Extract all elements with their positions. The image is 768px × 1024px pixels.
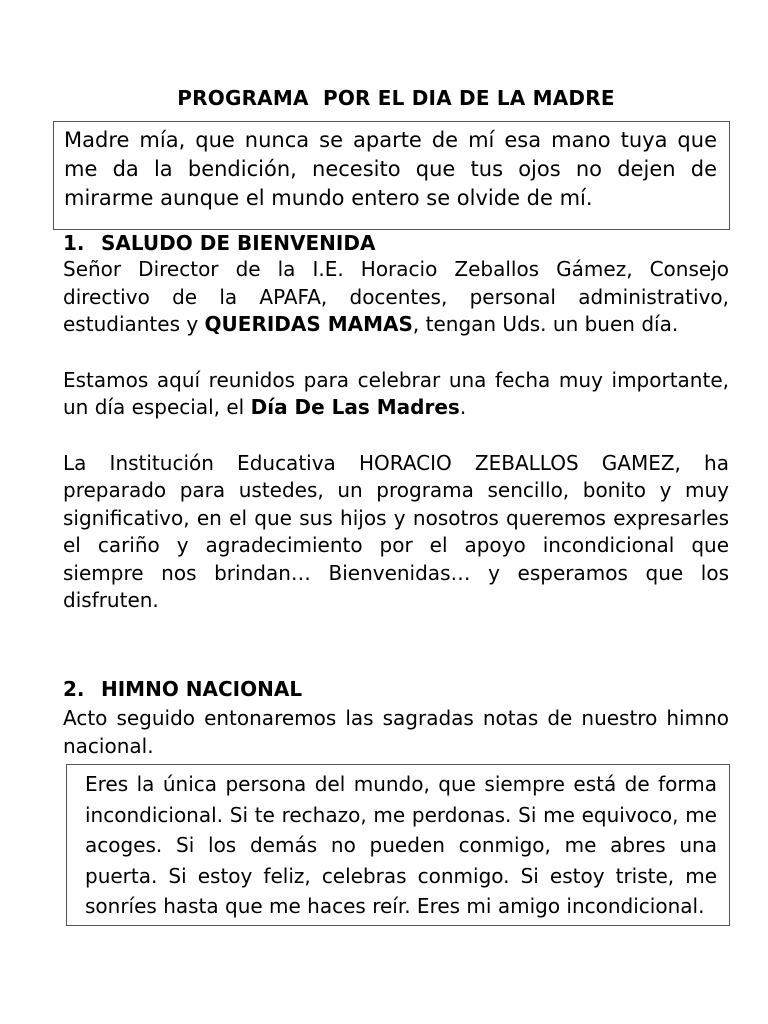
poem-text: Eres la única persona del mundo, que siempre está de forma incondicional. Si te rechazo, me perdonas. Si me equivoco, me acoges. Si los demás no pueden conmigo, me abres una puerta. Si estoy feliz, celebras conmigo. Si estoy triste, me sonríes hasta que me haces reír. Eres mi amigo incondicional. [85,772,717,918]
paragraph [63,367,729,422]
section-heading [63,231,729,255]
paragraph: La Institución Educativa HORACIO ZEBALLOS GAMEZ, ha preparado para ustedes, un programa sencillo, bonito y muy significativo, en el que sus hijos y nosotros queremos expresarles el cariño y agradecimiento por el apoyo incondicional que siempre nos brindan… Bienvenidas… y esperamos que los disfruten. [63,450,729,612]
quote-text: Madre mía, que nunca se aparte de mí esa mano tuya que me da la bendición, necesito que tus ojos no dejen de mirarme aunque el mundo entero se olvide de mí. [64,128,717,210]
section-himno [63,677,729,760]
page-title: PROGRAMA POR EL DIA DE LA MADRE [177,86,615,110]
section-heading-text: HIMNO NACIONAL [101,677,303,701]
text-run: Señor Director de la I.E. Horacio Zeballos Gámez, Consejo directivo de la APAFA, docentes, personal administrativo, estudiantes y [63,257,729,336]
section-number: 1. [63,231,85,255]
text-run: , tengan Uds. un buen día. [412,312,679,336]
poem-box [66,764,730,926]
bold-text: Día De Las Madres [250,395,460,419]
section-number: 2. [63,677,85,701]
bold-text: QUERIDAS MAMAS [204,312,413,336]
section-heading [63,677,729,701]
quote-box [53,121,730,230]
paragraph [63,256,729,339]
section-heading-text: SALUDO DE BIENVENIDA [101,231,376,255]
text-run: Estamos aquí reunidos para celebrar una fecha muy importante, un día especial, el [63,367,729,419]
section-saludo [63,231,729,615]
text-run: . [459,395,467,419]
paragraph: Acto seguido entonaremos las sagradas notas de nuestro himno nacional. [63,706,729,758]
